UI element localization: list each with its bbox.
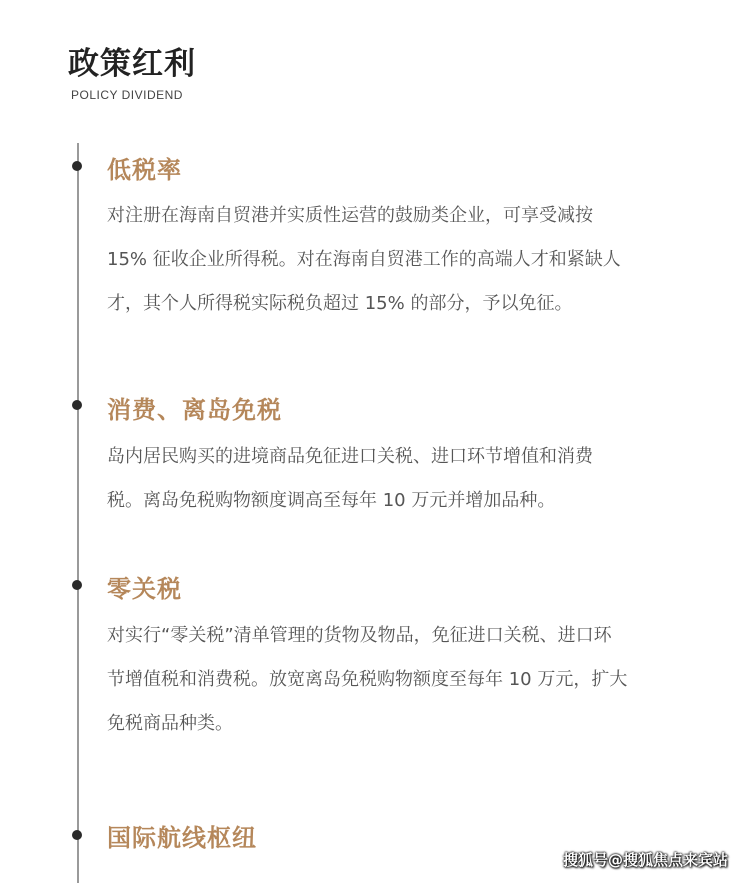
body-line: 岛内居民购买的进境商品免征进口关税、进口环节增值和消费 bbox=[107, 446, 593, 467]
item-heading-aviation-hub: 国际航线枢纽 bbox=[107, 824, 257, 852]
body-line: 对注册在海南自贸港并实质性运营的鼓励类企业，可享受减按 bbox=[107, 205, 593, 226]
timeline-dot bbox=[72, 161, 82, 171]
timeline-dot bbox=[72, 830, 82, 840]
watermark: 搜狐号@搜狐焦点来宾站 bbox=[562, 851, 728, 869]
body-line: 对实行“零关税”清单管理的货物及物品，免征进口关税、进口环 bbox=[107, 625, 612, 646]
page-subtitle: POLICY DIVIDEND bbox=[71, 88, 183, 102]
timeline-dot bbox=[72, 580, 82, 590]
body-line: 才，其个人所得税实际税负超过 15% 的部分，予以免征。 bbox=[107, 293, 573, 314]
item-heading-duty-free: 消费、离岛免税 bbox=[107, 396, 282, 424]
item-heading-zero-tariff: 零关税 bbox=[107, 575, 182, 603]
item-body-zero-tariff bbox=[107, 614, 687, 746]
body-line: 免税商品种类。 bbox=[107, 713, 233, 734]
item-heading-low-tax: 低税率 bbox=[107, 156, 182, 184]
timeline-dot bbox=[72, 400, 82, 410]
body-line: 税。离岛免税购物额度调高至每年 10 万元并增加品种。 bbox=[107, 490, 556, 511]
page-title: 政策红利 bbox=[68, 46, 196, 82]
item-body-duty-free bbox=[107, 435, 687, 523]
timeline-line bbox=[77, 143, 79, 883]
item-body-low-tax bbox=[107, 194, 687, 326]
body-line: 15% 征收企业所得税。对在海南自贸港工作的高端人才和紧缺人 bbox=[107, 249, 621, 270]
body-line: 节增值税和消费税。放宽离岛免税购物额度至每年 10 万元，扩大 bbox=[107, 669, 628, 690]
